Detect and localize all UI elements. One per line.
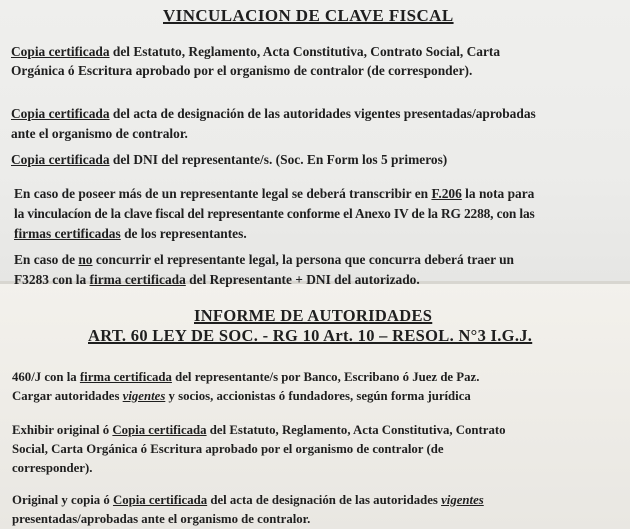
s2-p2-line1: Exhibir original ó Copia certificada del Estatuto, Reglamento, Acta Constitutiva, Contrato	[12, 423, 506, 437]
s2-p2-line2: Social, Carta Orgánica ó Escritura aprobado por el organismo de contralor (de	[12, 442, 444, 456]
s2-p1-line1: 460/J con la firma certificada del representante/s por Banco, Escribano ó Juez de Paz.	[12, 370, 480, 384]
s2-p1-line2: Cargar autoridades vigentes y socios, accionistas ó fundadores, según forma jurídica	[12, 389, 471, 403]
s2-p3-line2: presentadas/aprobadas ante el organismo de contralor.	[12, 512, 311, 526]
s1-p5-line1: En caso de no concurrir el representante legal, la persona que concurra deberá traer un	[14, 252, 515, 267]
s1-p2-line2: ante el organismo de contralor.	[11, 126, 188, 141]
section2-subtitle: ART. 60 LEY DE SOC. - RG 10 Art. 10 – RESOL. N°3 I.G.J.	[88, 326, 533, 345]
s1-p5-line2: F3283 con la firma certificada del Representante + DNI del autorizado.	[14, 272, 420, 287]
s1-p4-line2: la vinculacíon de la clave fiscal del representante conforme el Anexo IV de la RG 2288, con las	[14, 206, 535, 221]
section1-title: VINCULACION DE CLAVE FISCAL	[163, 6, 454, 25]
s1-p2-line1: Copia certificada del acta de designación de las autoridades vigentes presentadas/aprobadas	[11, 106, 536, 121]
s1-p4-line1: En caso de poseer más de un representante legal se deberá transcribir en F.206 la nota para	[14, 186, 535, 201]
s2-p3-line1: Original y copia ó Copia certificada del acta de designación de las autoridades vigentes	[12, 493, 484, 507]
s1-p4-line3: firmas certificadas de los representantes.	[14, 226, 247, 241]
s1-p1-line2: Orgánica ó Escritura aprobado por el organismo de contralor (de corresponder).	[11, 63, 473, 78]
section2-title: INFORME DE AUTORIDADES	[194, 306, 433, 325]
s1-p3-line1: Copia certificada del DNI del representante/s. (Soc. En Form los 5 primeros)	[11, 152, 448, 167]
s1-p1-line1: Copia certificada del Estatuto, Reglamento, Acta Constitutiva, Contrato Social, Carta	[11, 44, 501, 59]
s2-p2-line3: corresponder).	[12, 461, 93, 475]
